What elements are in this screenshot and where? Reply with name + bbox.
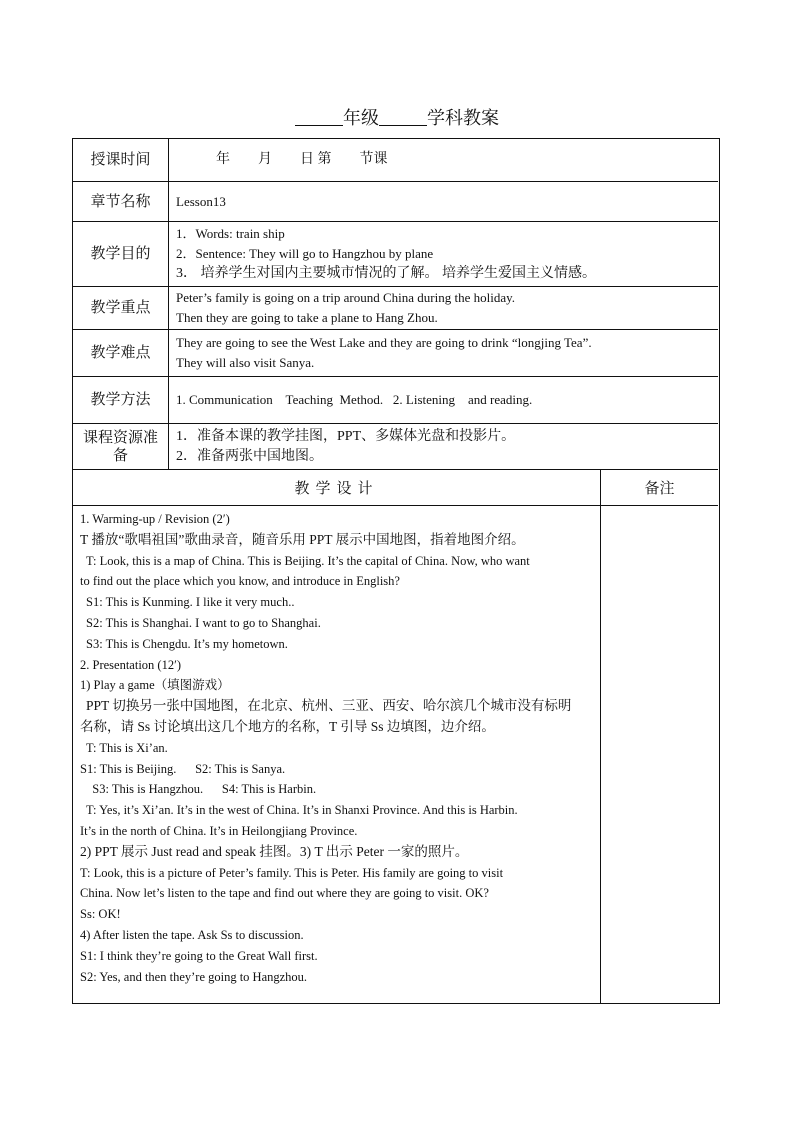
key-line: Peter’s family is going on a trip around China during the holiday. (176, 290, 516, 305)
title-subject-plan: 学科教案 (427, 108, 499, 128)
design-line: T: Look, this is a picture of Peter’s family. This is Peter. His family are going to visit (80, 865, 504, 880)
row-chapter (73, 182, 718, 222)
label-resources: 课程资源准备 (73, 424, 169, 469)
design-line: 1) Play a game（填图游戏） (80, 678, 230, 693)
design-content (73, 505, 601, 1003)
value-resources (176, 424, 712, 469)
page-title (0, 104, 794, 130)
difficulty-line: They are going to see the West Lake and they are going to drink “longjing Tea”. (176, 335, 592, 350)
goal-line: 3． 培养学生对国内主要城市情况的了解。 培养学生爱国主义情感。 (176, 266, 596, 281)
goal-line: 2．Sentence: They will go to Hangzhou by plane (176, 246, 434, 261)
design-line: S2: Yes, and then they’re going to Hangzhou. (80, 969, 308, 984)
design-line: S2: This is Shanghai. I want to go to Shanghai. (86, 615, 321, 630)
lesson-plan-table (72, 138, 720, 1004)
design-line: S3: This is Chengdu. It’s my hometown. (86, 636, 288, 651)
design-line: PPT 切换另一张中国地图，在北京、杭州、三亚、西安、哈尔滨几个城市没有标明 (86, 698, 572, 714)
design-line: S1: This is Kunming. I like it very much.. (86, 595, 295, 610)
value-chapter-wrap (176, 182, 712, 221)
label-method: 教学方法 (73, 377, 169, 423)
value-difficulty (176, 330, 712, 376)
design-line: T 播放“歌唱祖国”歌曲录音，随音乐用 PPT 展示中国地图，指着地图介绍。 (80, 531, 525, 547)
design-line: to find out the place which you know, and introduce in English? (80, 574, 400, 589)
design-line: T: Look, this is a map of China. This is Beijing. It’s the capital of China. Now, who want (86, 553, 530, 568)
value-time: 年 月 日 第 节课 (216, 152, 388, 167)
value-chapter: Lesson13 (176, 193, 226, 209)
design-line: 4) After listen the tape. Ask Ss to discussion. (80, 927, 304, 942)
design-line: T: This is Xi’an. (86, 740, 168, 755)
row-key (73, 287, 718, 330)
design-line: S1: I think they’re going to the Great Wall first. (80, 948, 318, 963)
value-goals (176, 222, 712, 286)
design-line: 1. Warming-up / Revision (2′) (80, 512, 230, 526)
row-goals (73, 222, 718, 287)
value-time-wrap (176, 139, 712, 181)
design-header-row (73, 470, 718, 506)
design-line: It’s in the north of China. It’s in Heilongjiang Province. (80, 823, 358, 838)
design-line: Ss: OK! (80, 907, 121, 922)
label-time: 授课时间 (73, 139, 169, 181)
design-line: China. Now let’s listen to the tape and find out where they are going to visit. OK? (80, 886, 489, 901)
label-goals: 教学目的 (73, 222, 169, 286)
design-line: 2. Presentation (12′) (80, 657, 181, 672)
subject-blank (379, 109, 427, 126)
value-method-wrap (176, 377, 712, 423)
value-method: 1. Communication Teaching Method. 2. Listening and reading. (176, 392, 533, 407)
row-resources (73, 424, 718, 470)
difficulty-line: They will also visit Sanya. (176, 355, 315, 370)
row-time (73, 139, 718, 182)
design-line: T: Yes, it’s Xi’an. It’s in the west of China. It’s in Shanxi Province. And this is Harbin. (86, 803, 518, 818)
design-line: 2) PPT 展示 Just read and speak 挂图。3) T 出示 Peter 一家的照片。 (80, 843, 469, 859)
goal-line: 1．Words: train ship (176, 226, 285, 241)
row-difficulty (73, 330, 718, 377)
design-line: 名称，请 Ss 讨论填出这几个地方的名称，T 引导 Ss 边填图，边介绍。 (80, 718, 495, 734)
grade-blank (295, 109, 343, 126)
key-line: Then they are going to take a plane to Hang Zhou. (176, 310, 438, 325)
label-key: 教学重点 (73, 287, 169, 329)
design-line: S3: This is Hangzhou. S4: This is Harbin. (86, 782, 317, 797)
notes-header: 备注 (644, 481, 675, 497)
title-grade: 年级 (343, 108, 379, 128)
label-chapter: 章节名称 (73, 182, 169, 221)
resource-line: 2．准备两张中国地图。 (176, 448, 323, 464)
resource-line: 1．准备本课的教学挂图，PPT、多媒体光盘和投影片。 (176, 428, 516, 444)
value-key (176, 287, 712, 329)
label-difficulty: 教学难点 (73, 330, 169, 376)
design-header: 教学设计 (73, 470, 601, 505)
row-method (73, 377, 718, 424)
design-line: S1: This is Beijing. S2: This is Sanya. (80, 761, 286, 776)
